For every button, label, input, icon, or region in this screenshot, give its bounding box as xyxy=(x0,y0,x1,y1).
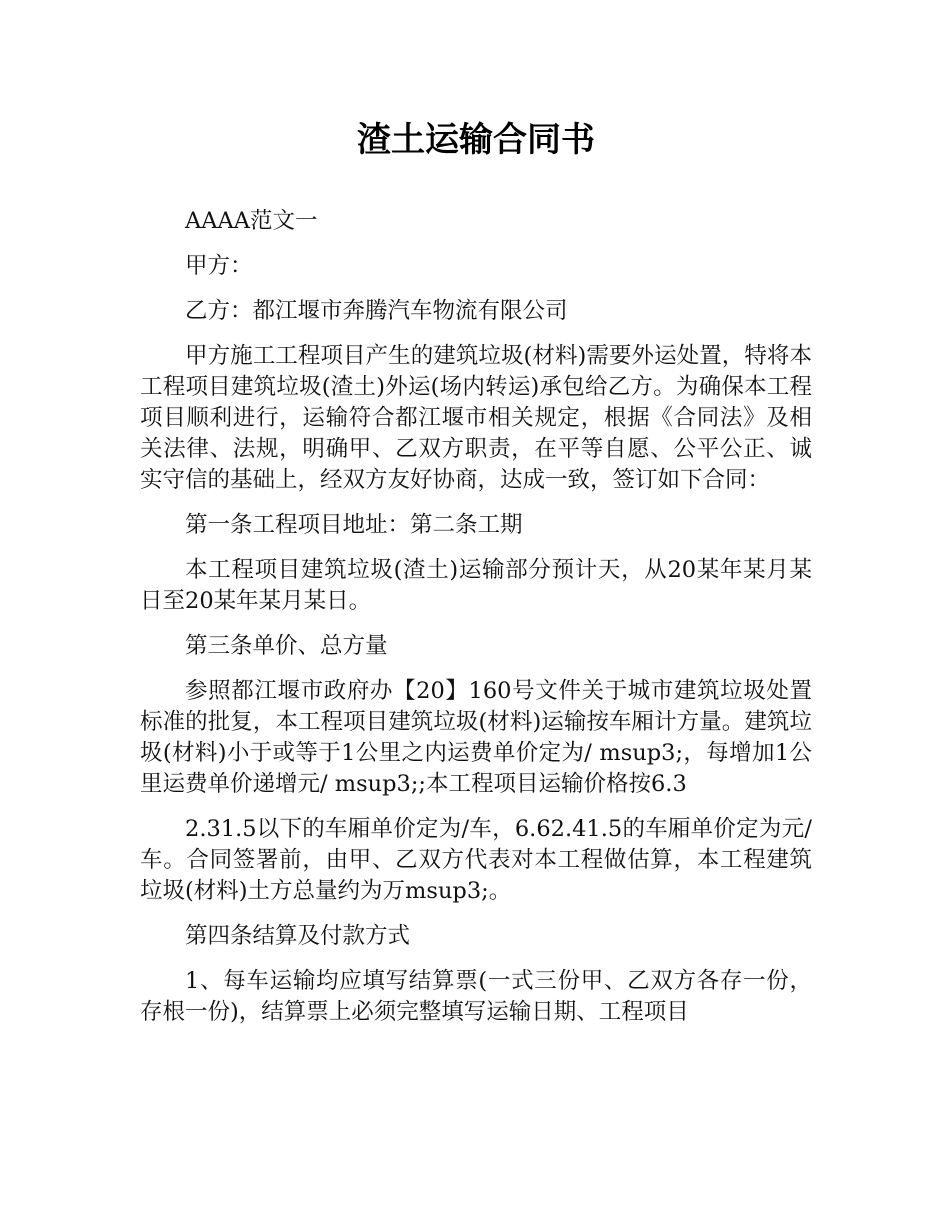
paragraph-article-1-2: 第一条工程项目地址：第二条工期 xyxy=(185,512,523,538)
document-page xyxy=(140,110,812,1042)
paragraph-party-a: 甲方： xyxy=(185,253,253,279)
paragraph-article-3: 第三条单价、总方量 xyxy=(185,633,388,659)
paragraph-pricing: 参照都江堰市政府办【20】160号文件关于城市建筑垃圾处置标准的批复，本工程项目建筑垃圾(材料)运输按车厢计方量。建筑垃圾(材料)小于或等于1公里之内运费单价定为/ msup3;，每增加1公里运费单价递增元/ msup3;;本工程项目运输价格按6.3 xyxy=(140,678,812,797)
document-title: 渣土运输合同书 xyxy=(357,120,595,160)
paragraph-settlement-1: 1、每车运输均应填写结算票(一式三份甲、乙双方各存一份，存根一份)，结算票上必须完整填写运输日期、工程项目 xyxy=(140,968,812,1025)
paragraph-preamble: 甲方施工工程项目产生的建筑垃圾(材料)需要外运处置，特将本工程项目建筑垃圾(渣土)外运(场内转运)承包给乙方。为确保本工程项目顺利进行，运输符合都江堰市相关规定，根据《合同法》及相关法律、法规，明确甲、乙双方职责，在平等自愿、公平公正、诚实守信的基础上，经双方友好协商，达成一致，签订如下合同： xyxy=(140,343,812,493)
paragraph-pricing-continued: 2.31.5以下的车厢单价定为/车，6.62.41.5的车厢单价定为元/车。合同签署前，由甲、乙双方代表对本工程做估算，本工程建筑垃圾(材料)土方总量约为万msup3;。 xyxy=(140,816,812,904)
paragraph-party-b: 乙方：都江堰市奔腾汽车物流有限公司 xyxy=(185,298,568,324)
paragraph-template-label: AAAA范文一 xyxy=(185,208,318,234)
paragraph-duration: 本工程项目建筑垃圾(渣土)运输部分预计天，从20某年某月某日至20某年某月某日。 xyxy=(140,557,812,614)
paragraph-article-4: 第四条结算及付款方式 xyxy=(185,923,411,949)
